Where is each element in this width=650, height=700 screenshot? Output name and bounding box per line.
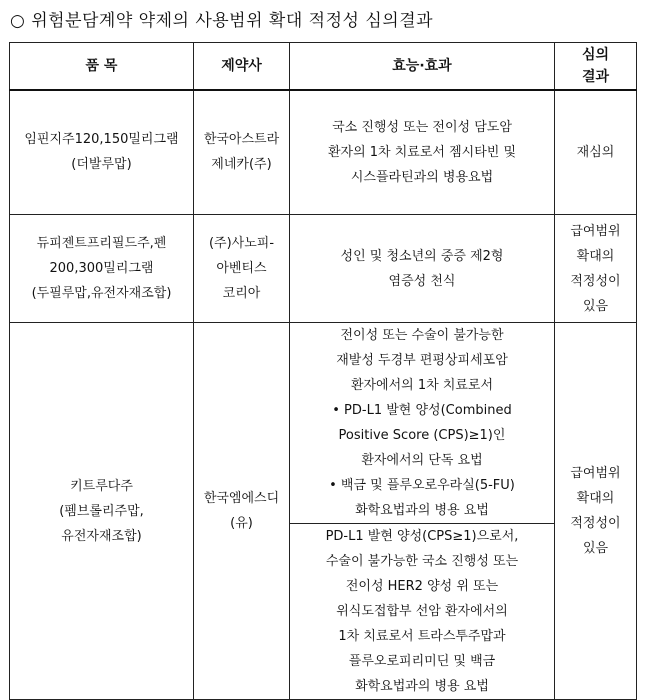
indication-subtable	[290, 323, 554, 699]
cell-line: 염증성 천식	[388, 273, 456, 289]
cell-line: 전이성 HER2 양성 위 또는	[345, 579, 499, 594]
cell-line: 플루오로피리미딘 및 백금	[348, 654, 496, 669]
product-cell	[10, 215, 194, 323]
cell-line: (두필루맙,유전자재조합)	[31, 286, 172, 301]
header-company: 제약사	[194, 43, 290, 90]
indication-cell	[290, 90, 555, 215]
company-cell	[194, 215, 290, 323]
indication-cell	[290, 323, 555, 700]
cell-line: 200,300밀리그램	[49, 261, 154, 276]
cell-line: 위식도접합부 선암 환자에서의	[336, 604, 508, 619]
section-title: ○ 위험분담계약 약제의 사용범위 확대 적정성 심의결과	[10, 11, 434, 31]
product-cell	[10, 323, 194, 700]
cell-line: 한국아스트라	[203, 132, 280, 148]
result-cell	[555, 215, 637, 323]
cell-line: 결과	[581, 68, 610, 85]
cell-line: 있음	[582, 298, 609, 314]
cell-line: 확대의	[576, 248, 615, 264]
cell-line: 환자에서의 1차 치료로서	[350, 378, 494, 393]
cell-line: 심의	[581, 46, 610, 63]
cell-line: 확대의	[576, 491, 615, 506]
indication-cell	[290, 215, 555, 323]
cell-line: PD-L1 발현 양성(CPS≥1)으로서,	[325, 529, 519, 544]
cell-line: 환자에서의 단독 요법	[361, 453, 483, 468]
cell-line: (유)	[230, 516, 253, 531]
cell-line: 급여범위	[570, 223, 621, 239]
cell-line: 화학요법과의 병용 요법	[355, 679, 489, 694]
cell-line: 재발성 두경부 편평상피세포암	[336, 353, 508, 368]
company-cell	[194, 323, 290, 700]
indication-head-and-neck	[290, 323, 554, 524]
indication-gastric	[290, 524, 554, 700]
table-row	[10, 323, 637, 700]
result-cell	[555, 323, 637, 700]
cell-line: 국소 진행성 또는 전이성 담도암	[332, 119, 512, 135]
cell-line: 적정성이	[570, 516, 621, 531]
cell-line: 듀피젠트프리필드주,펜	[36, 236, 167, 251]
cell-line: (주)사노피-	[208, 236, 275, 251]
cell-line: 키트루다주	[70, 478, 133, 494]
review-results-table	[9, 42, 637, 700]
company-cell	[194, 90, 290, 215]
table-header-row	[10, 43, 637, 90]
cell-line: 아벤티스	[216, 261, 267, 276]
result-cell	[555, 90, 637, 215]
header-product: 품 목	[10, 43, 194, 90]
cell-line: 유전자재조합)	[61, 528, 142, 544]
header-result	[555, 43, 637, 90]
cell-line: (펨브롤리주맙,	[59, 503, 144, 519]
cell-line: 적정성이	[570, 273, 621, 289]
cell-line: 급여범위	[570, 466, 621, 481]
product-cell	[10, 90, 194, 215]
cell-line: 한국엠에스디	[203, 491, 280, 506]
cell-line: • PD-L1 발현 양성(Combined	[332, 403, 512, 418]
cell-line: Positive Score (CPS)≥1)인	[338, 428, 506, 443]
cell-line: 제네카(주)	[211, 157, 272, 173]
cell-line: 재심의	[576, 144, 615, 160]
cell-line: 수술이 불가능한 국소 진행성 또는	[325, 554, 519, 569]
cell-line: 1차 치료로서 트라스투주맙과	[338, 629, 506, 644]
cell-line: 성인 및 청소년의 중증 제2형	[340, 248, 504, 264]
cell-line: (더발루맙)	[71, 157, 132, 173]
cell-line: 화학요법과의 병용 요법	[355, 503, 489, 518]
cell-line: 임핀지주120,150밀리그램	[24, 132, 179, 148]
cell-line: 코리아	[222, 286, 261, 301]
table-row	[10, 90, 637, 215]
cell-line: 있음	[582, 541, 609, 556]
cell-line: 환자의 1차 치료로서 젬시타빈 및	[327, 144, 517, 160]
cell-line: • 백금 및 플루오로우라실(5-FU)	[329, 478, 515, 493]
cell-line: 시스플라틴과의 병용요법	[350, 169, 494, 185]
header-indication: 효능·효과	[290, 43, 555, 90]
table-row	[10, 215, 637, 323]
cell-line: 전이성 또는 수술이 불가능한	[340, 328, 504, 343]
